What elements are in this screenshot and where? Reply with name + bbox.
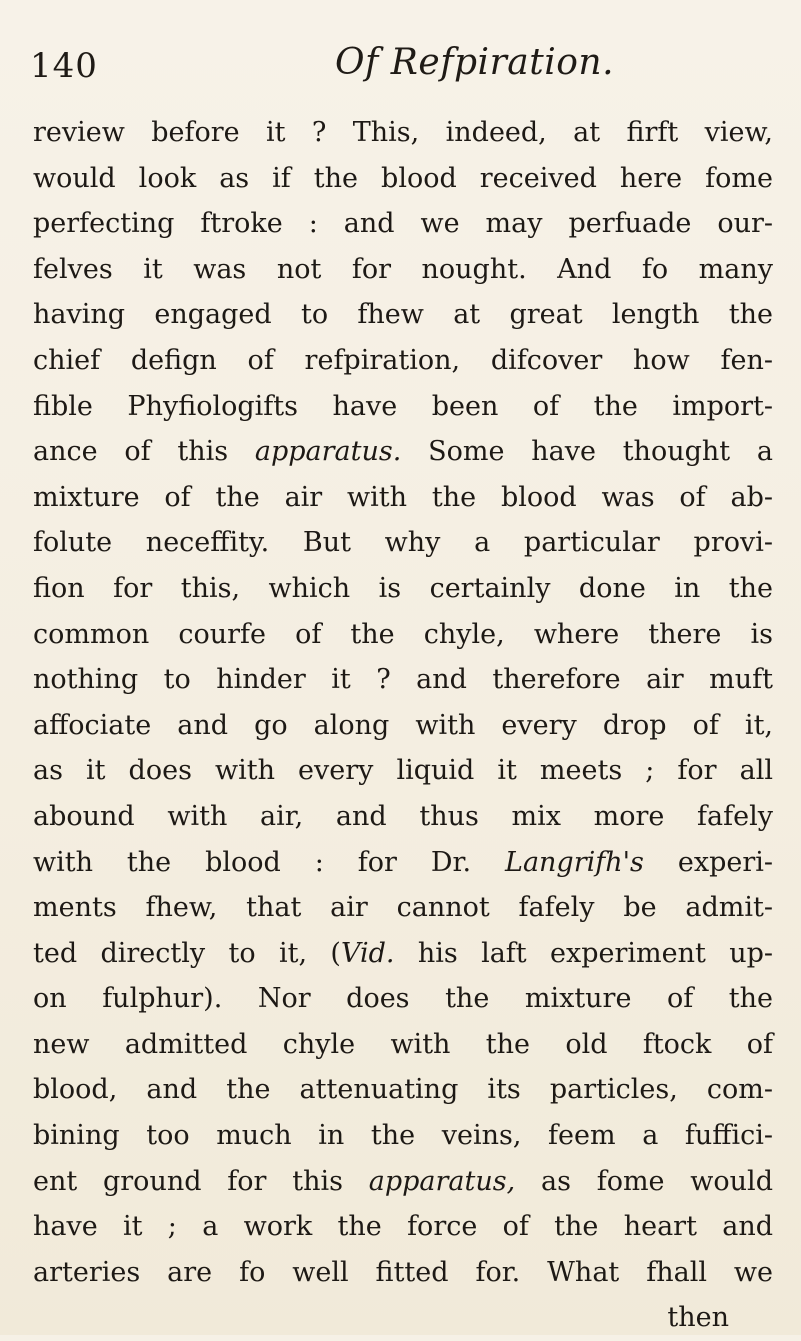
text-line: [33, 794, 773, 840]
text-line: [33, 748, 773, 794]
text-segment: new admitted chyle with the old ftock of: [33, 1028, 773, 1060]
text-line: [33, 976, 773, 1022]
italic-text: apparatus.: [254, 436, 402, 468]
text-segment: ent ground for this: [33, 1165, 369, 1197]
italic-text: Vid.: [340, 937, 395, 969]
text-line: [33, 612, 773, 658]
italic-text: apparatus,: [368, 1165, 516, 1197]
text-line: [33, 475, 773, 521]
text-line: [33, 1204, 773, 1250]
text-segment: fible Phyfiologifts have been of the import-: [33, 390, 773, 422]
text-line: [33, 657, 773, 703]
text-line: [33, 1022, 773, 1068]
text-line: [33, 566, 773, 612]
text-line: [33, 110, 773, 156]
running-head: [30, 42, 790, 94]
text-segment: blood, and the attenuating its particles, com-: [33, 1074, 773, 1106]
text-segment: abound with air, and thus mix more fafely: [33, 800, 773, 832]
text-line: [33, 520, 773, 566]
text-line: [33, 931, 773, 977]
text-line: [33, 885, 773, 931]
text-segment: ance of this: [33, 436, 255, 468]
text-segment: as fome would: [515, 1165, 773, 1197]
text-segment: with the blood : for Dr.: [33, 846, 506, 878]
text-segment: have it ; a work the force of the heart and: [33, 1211, 773, 1243]
text-line: [33, 840, 773, 886]
text-segment: common courfe of the chyle, where there is: [33, 618, 773, 650]
text-segment: folute neceffity. But why a particular provi-: [33, 527, 773, 559]
running-title: Of Refpiration.: [335, 42, 615, 83]
text-line: [33, 1295, 773, 1341]
text-line: [33, 338, 773, 384]
text-segment: ments fhew, that air cannot fafely be admit-: [33, 892, 773, 924]
text-line: [33, 384, 773, 430]
text-segment: then: [667, 1302, 729, 1334]
text-line: [33, 247, 773, 293]
text-line: [33, 156, 773, 202]
text-segment: mixture of the air with the blood was of ab-: [33, 481, 773, 513]
text-segment: bining too much in the veins, feem a fuffici-: [33, 1120, 773, 1152]
text-line: [33, 1067, 773, 1113]
text-segment: as it does with every liquid it meets ; for all: [33, 755, 773, 787]
text-segment: ted directly to it, (: [33, 937, 341, 969]
text-segment: having engaged to fhew at great length the: [33, 299, 773, 331]
text-segment: review before it ? This, indeed, at firft view,: [33, 117, 773, 148]
text-segment: his laft experiment up-: [394, 937, 773, 969]
body-text: [33, 110, 773, 1341]
text-segment: nothing to hinder it ? and therefore air muft: [33, 664, 773, 696]
text-segment: fion for this, which is certainly done in the: [33, 572, 773, 604]
text-segment: Some have thought a: [401, 436, 773, 468]
text-line: [33, 429, 773, 475]
text-segment: affociate and go along with every drop of it,: [33, 709, 773, 741]
text-line: [33, 1159, 773, 1205]
text-line: [33, 1250, 773, 1296]
text-line: [33, 292, 773, 338]
text-segment: felves it was not for nought. And fo many: [33, 253, 773, 285]
text-line: [33, 201, 773, 247]
text-segment: would look as if the blood received here fome: [33, 162, 773, 194]
text-segment: experi-: [643, 846, 773, 878]
text-line: [33, 1113, 773, 1159]
page-number: 140: [30, 46, 98, 86]
text-segment: on fulphur). Nor does the mixture of the: [33, 983, 773, 1015]
text-line: [33, 703, 773, 749]
italic-text: Langrifh's: [505, 846, 644, 878]
text-segment: chief defign of refpiration, difcover how fen-: [33, 344, 773, 376]
text-segment: arteries are fo well fitted for. What fhall we: [33, 1256, 773, 1288]
text-segment: perfecting ftroke : and we may perfuade our-: [33, 208, 773, 240]
